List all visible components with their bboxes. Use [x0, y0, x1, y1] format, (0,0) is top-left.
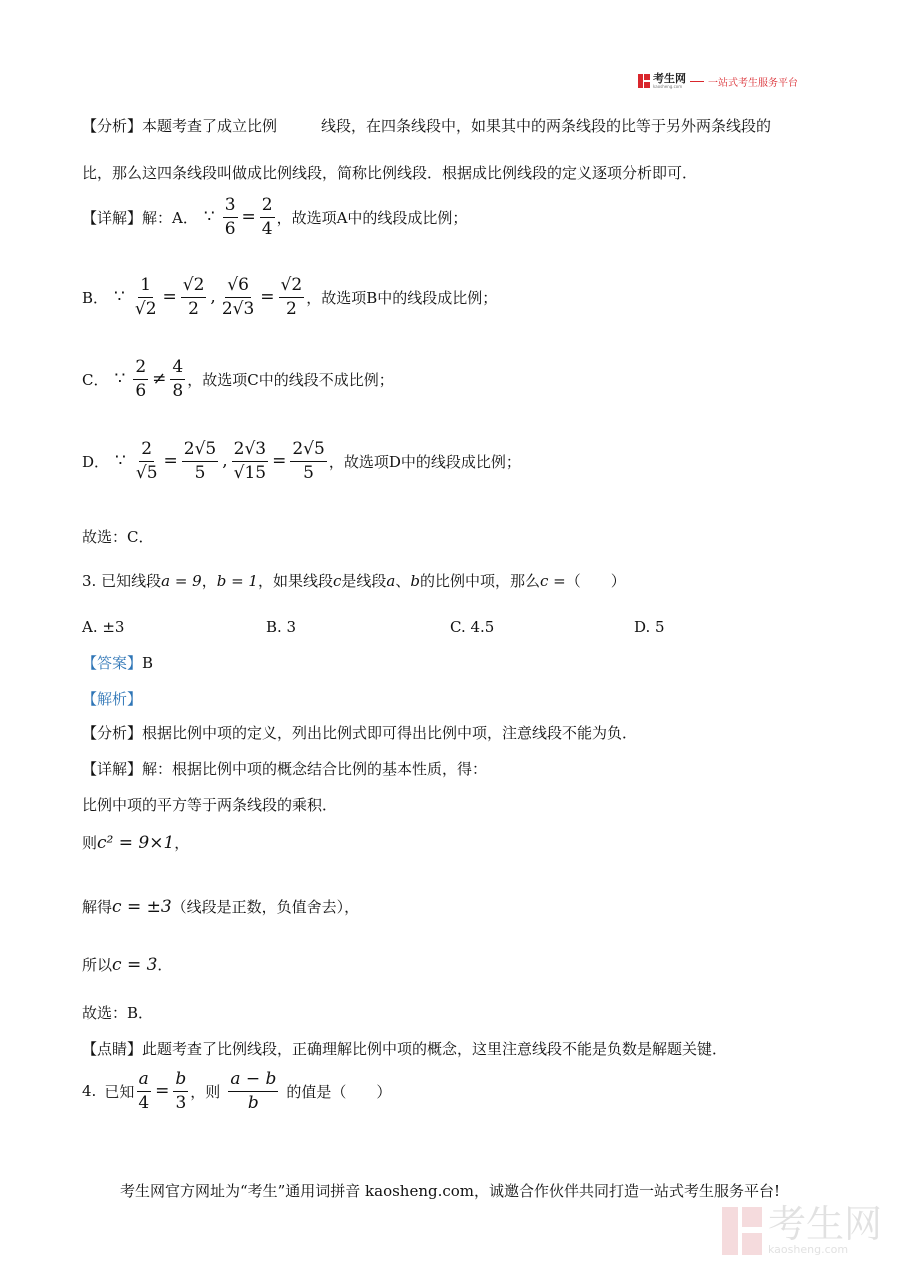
q3-explain-tag: 【解析】 [82, 690, 143, 708]
fraction: $\frac{2√5}{5}$ [183, 439, 217, 483]
fraction: $\frac{2}{4}$ [261, 195, 273, 239]
fraction: $\frac{√2}{2}$ [182, 275, 205, 319]
detail-prefix: 解：A． [142, 208, 198, 227]
q2-detail-b: B． ∵ $\frac{1}{√2}$ = $\frac{√2}{2}$ , $\frac{√6}{2√3}$ = $\frac{√2}{2}$ ，故选项B中的线段成比例； [82, 275, 498, 319]
option-label: D． [82, 452, 110, 471]
watermark-text: 考生网 [768, 1202, 883, 1246]
logo-tagline: 一站式考生服务平台 [708, 77, 798, 89]
fraction: $\frac{a}{4}$ [138, 1069, 150, 1113]
fraction: $\frac{1}{√2}$ [134, 275, 157, 319]
watermark [722, 1202, 883, 1256]
q2-analysis-line2: 比，那么这四条线段叫做成比例线段，简称比例线段．根据成比例线段的定义逐项分析即可． [82, 164, 698, 182]
fraction: $\frac{2√5}{5}$ [292, 439, 325, 483]
fraction: $\frac{3}{6}$ [224, 195, 236, 239]
q2-detail-c: C． ∵ $\frac{2}{6}$ ≠ $\frac{4}{8}$ ，故选项C中的线段不成比例； [82, 357, 394, 401]
header-logo [638, 73, 798, 89]
detail-a-tail: ，故选项A中的线段成比例； [276, 208, 468, 227]
page-footer: 考生网官方网址为“考生”通用词拼音 kaosheng.com，诚邀合作伙伴共同打造一站式考生服务平台! [119, 1182, 781, 1200]
analysis-text-b: 线段，在四条线段中，如果其中的两条线段的比等于另外两条线段的 [321, 117, 772, 135]
fraction: $\frac{2√3}{√15}$ [233, 439, 267, 483]
q2-answer: 故选：C． [82, 528, 154, 546]
q3-choose: 故选：B． [82, 1004, 154, 1022]
q4-stem: 4. 已知 $\frac{a}{4}$ = $\frac{b}{3}$ ，则 $\frac{a - b}{b}$ 的值是（ ） [82, 1069, 392, 1113]
logo-text: 考生网 [653, 72, 686, 85]
logo-wordmark [653, 73, 686, 89]
logo-separator [690, 81, 704, 82]
q3-option-d: D. 5 [634, 618, 665, 636]
q2-detail-d: D． ∵ $\frac{2}{√5}$ = $\frac{2√5}{5}$ , $\frac{2√3}{√15}$ = $\frac{2√5}{5}$ ，故选项D中的线段成比例； [82, 439, 521, 483]
fraction: $\frac{√2}{2}$ [280, 275, 303, 319]
detail-b-tail: ，故选项B中的线段成比例； [306, 288, 498, 307]
logo-domain: kaosheng.com [653, 84, 683, 89]
fraction: $\frac{2}{6}$ [135, 357, 147, 401]
q3-stem: 3. 已知线段a = 9，b = 1，如果线段c是线段a、b的比例中项，那么c =（ ） [82, 572, 626, 590]
because-symbol: ∵ [203, 207, 215, 228]
detail-d-tail: ，故选项D中的线段成比例； [328, 452, 521, 471]
fraction: $\frac{4}{8}$ [172, 357, 184, 401]
q3-equation-3: 所以c = 3． [82, 955, 173, 975]
fraction: $\frac{a - b}{b}$ [230, 1069, 277, 1113]
fraction: $\frac{√6}{2√3}$ [221, 275, 255, 319]
q3-equation-1: 则c² = 9×1， [82, 833, 190, 853]
q3-detail: 【详解】解：根据比例中项的概念结合比例的基本性质，得： [82, 760, 488, 778]
detail-c-tail: ，故选项C中的线段不成比例； [187, 370, 394, 389]
q3-product-line: 比例中项的平方等于两条线段的乘积． [82, 796, 338, 814]
because-symbol: ∵ [114, 369, 126, 390]
because-symbol: ∵ [115, 451, 126, 472]
because-symbol: ∵ [114, 287, 125, 308]
option-label: C． [82, 370, 109, 389]
q3-option-c: C. 4.5 [450, 618, 495, 636]
q3-option-a: A. ±3 [82, 618, 125, 636]
q3-option-b: B. 3 [266, 618, 297, 636]
q2-detail-a: 【详解】 解：A． ∵ $\frac{3}{6}$ = $\frac{2}{4}$ ，故选项A中的线段成比例； [82, 195, 468, 239]
question-number: 3. [82, 572, 97, 590]
q3-answer: 【答案】B [82, 654, 154, 672]
watermark-domain: kaosheng.com [768, 1243, 849, 1256]
fraction: $\frac{2}{√5}$ [135, 439, 158, 483]
fraction: $\frac{b}{3}$ [175, 1069, 187, 1113]
q3-comment: 【点睛】此题考查了比例线段，正确理解比例中项的概念，这里注意线段不能是负数是解题关键． [82, 1040, 728, 1058]
question-number: 4. [82, 1082, 97, 1101]
detail-tag: 【详解】 [82, 208, 143, 227]
answer-tag: 【答案】 [82, 654, 143, 672]
option-label: B． [82, 288, 109, 307]
q3-equation-2: 解得c = ±3（线段是正数，负值舍去）， [82, 897, 360, 917]
analysis-text-a: 本题考查了成立比例 [142, 117, 278, 135]
q2-analysis-line1 [82, 115, 771, 136]
q3-analysis: 【分析】根据比例中项的定义，列出比例式即可得出比例中项，注意线段不能为负． [82, 724, 638, 742]
watermark-logo-icon [722, 1207, 762, 1255]
logo-mark-icon [638, 74, 650, 88]
analysis-tag: 【分析】 [82, 117, 143, 135]
